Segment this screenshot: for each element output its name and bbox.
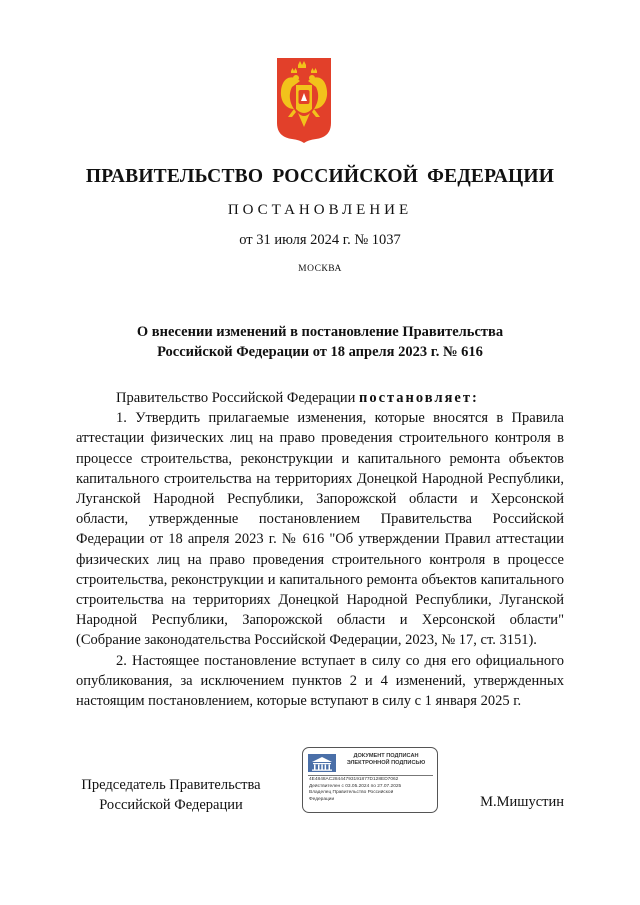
stamp-validity: Действителен с 03.05.2024 по 27.07.2025 (309, 783, 402, 789)
electronic-signature-stamp (302, 747, 438, 813)
document-subject (0, 322, 640, 362)
intro-paragraph (76, 388, 564, 408)
subject-line-1: О внесении изменений в постановление Правительства (136, 324, 504, 340)
paragraph-1: 1. Утвердить прилагаемые изменения, которые вносятся в Правила аттестации физических лиц на право проведения строительного контроля в процессе строительства, реконструкции и капитального ремонта объектов капитального строительства на территориях Донецкой Народной Республики, Луганской Народной Республики, Запорожской области и Херсонской области, утвержденные постановлением Правительства Российской Федерации от 18 апреля 2023 г. № 616 "Об утверждении Правил аттестации физических лиц на право проведения строительного контроля в процессе строительства, реконструкции и капитального ремонта объектов капитального строительства на территориях Донецкой Народной Республики, Луганской Народной Республики, Запорожской области и Херсонской области" (Собрание законодательства Российской Федерации, 2023, № 17, ст. 3151). (76, 410, 564, 649)
stamp-title (339, 753, 433, 767)
stamp-title-line-2: ЭЛЕКТРОННОЙ ПОДПИСЬЮ (346, 760, 426, 766)
position-line-1: Председатель Правительства (81, 777, 261, 793)
city: МОСКВА (298, 264, 342, 274)
stamp-owner-line-1: Владелец Правительство Российской (309, 790, 394, 796)
intro-text: Правительство Российской Федерации (116, 390, 359, 406)
coat-of-arms-emblem (276, 57, 332, 143)
subject-line-2: Российской Федерации от 18 апреля 2023 г. № 616 (157, 344, 483, 360)
paragraph-2: 2. Настоящее постановление вступает в силу со дня его официального опубликования, за исключением пунктов 2 и 4 изменений, утвержденных настоящим постановлением, которые вступают в силу с 1 января 2025 г. (76, 652, 564, 710)
signatory-name: М.Мишустин (480, 794, 564, 810)
document-date-number: от 31 июля 2024 г. № 1037 (239, 232, 401, 248)
stamp-details (309, 777, 433, 803)
intro-verb: постановляет: (358, 390, 479, 406)
stamp-owner-line-2: Федерации (309, 796, 335, 802)
government-building-icon (308, 754, 336, 772)
government-title: ПРАВИТЕЛЬСТВО РОССИЙСКОЙ ФЕДЕРАЦИИ (85, 166, 555, 187)
signatory-position (76, 775, 266, 815)
stamp-certificate: 4E4848AC28444793191877D128ED7062 (309, 777, 399, 782)
stamp-title-line-1: ДОКУМЕНТ ПОДПИСАН (353, 753, 419, 759)
position-line-2: Российской Федерации (99, 797, 243, 813)
document-body (76, 388, 564, 711)
document-type: ПОСТАНОВЛЕНИЕ (227, 202, 413, 218)
stamp-divider (308, 775, 433, 776)
